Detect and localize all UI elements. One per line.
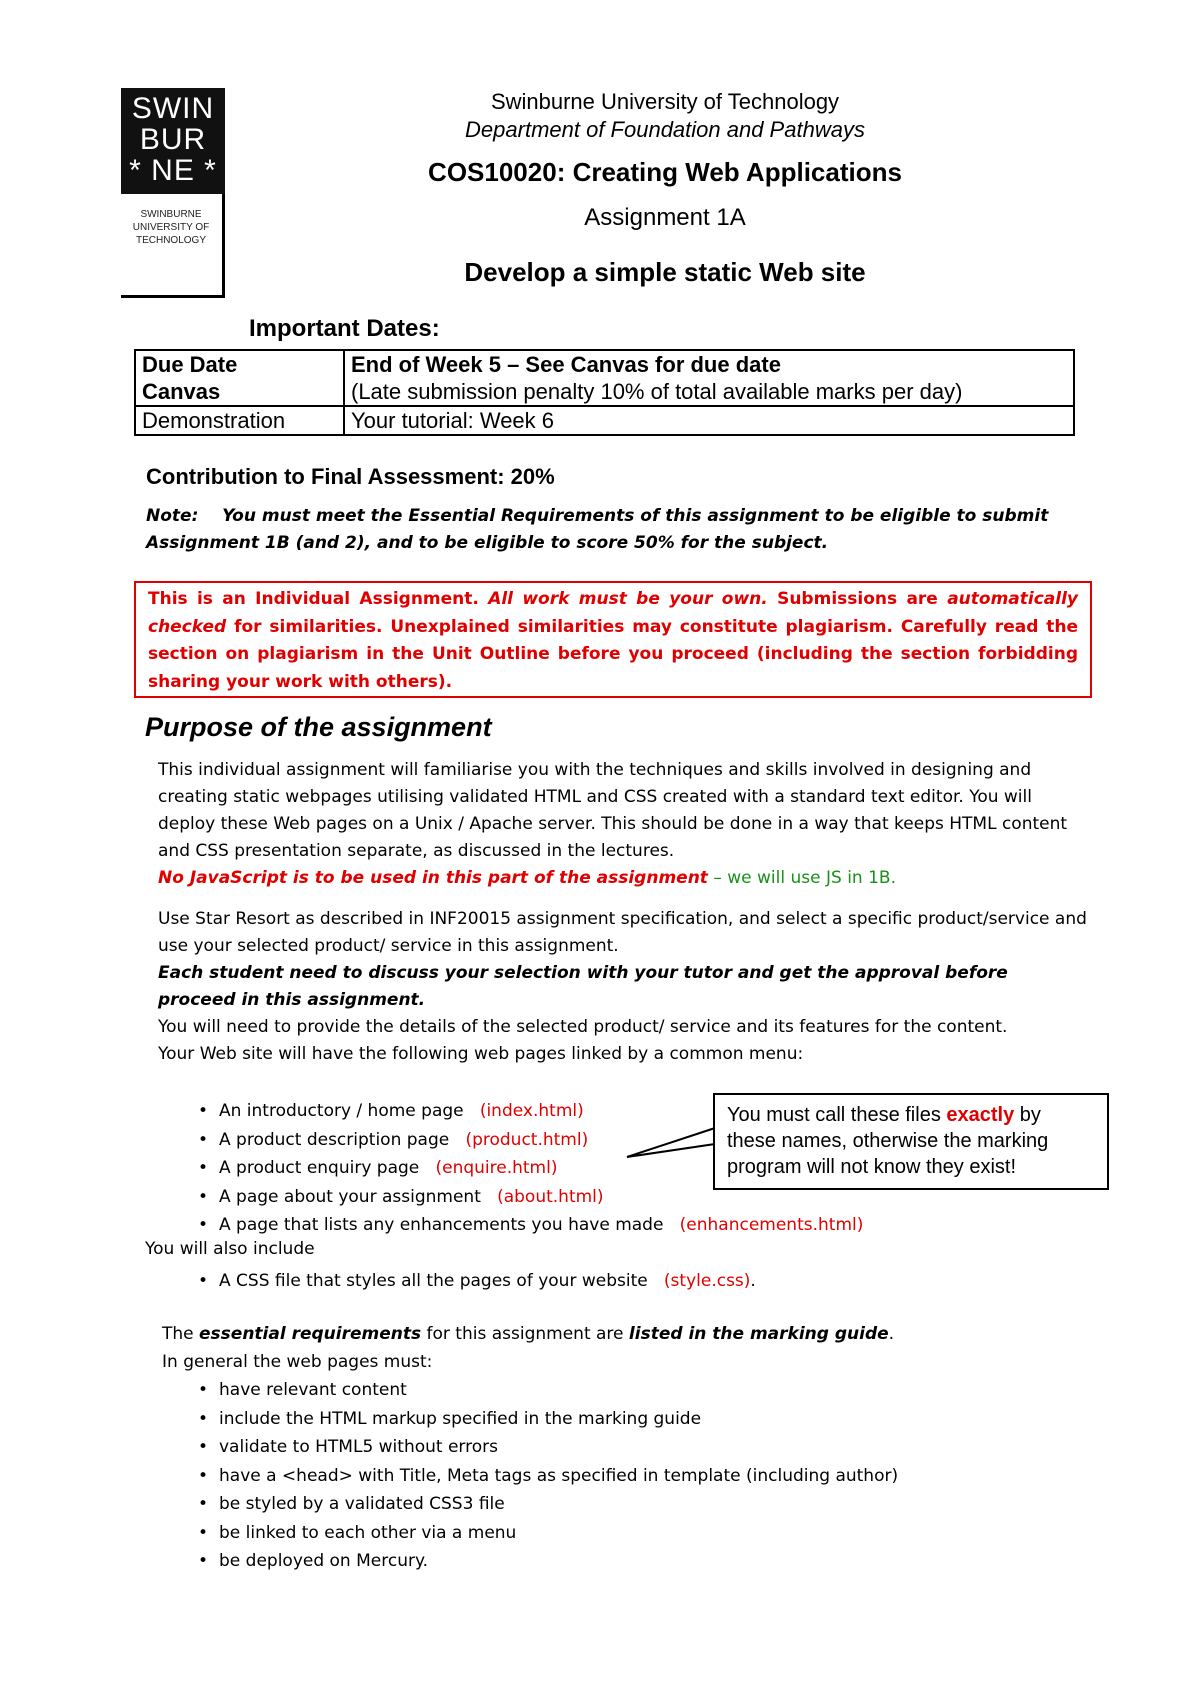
department-name: Department of Foundation and Pathways [465,117,865,142]
file-label: A page that lists any enhancements you have made [219,1215,664,1235]
text-run: by these names, otherwise the marking program will not know they exist! [727,1104,1049,1178]
list-item: • be linked to each other via a menu [186,1519,898,1548]
no-js-warning: No JavaScript is to be used in this part of the assignment [158,868,708,888]
file-name: (enhancements.html) [679,1215,864,1235]
js-note: – we will use JS in 1B. [707,868,896,888]
text-run: You will need to provide the details of the selected product/ service and its features for the content. [158,1017,1008,1037]
dates-table [134,349,1075,436]
file-name: (enquire.html) [435,1158,558,1178]
text-run: Use Star Resort as described in INF20015 assignment specification, and select a specific product/service and use your selected product/ service in this assignment. [158,909,1087,956]
text-run: for this assignment are [421,1324,629,1344]
list-item [186,1267,756,1296]
contribution: Contribution to Final Assessment: 20% [146,464,555,489]
file-label: A page about your assignment [219,1186,481,1207]
text-run: Submissions are [767,589,948,609]
logo-line: SWIN [131,92,215,125]
list-item: • validate to HTML5 without errors [186,1433,898,1462]
assignment-title: Develop a simple static Web site [464,257,866,287]
file-label: A CSS file that styles all the pages of your website [219,1271,648,1291]
file-name: (style.css) [663,1271,751,1291]
list-item: • be styled by a validated CSS3 file [186,1490,898,1519]
table-cell [344,350,1074,406]
text-run: This individual assignment will familiarise you with the techniques and skills involved in designing and creating static webpages utilising validated HTML and CSS created with a standard text editor. You will deploy these Web pages on a Unix / Apache server. This should be done in a way that keeps HTML content and CSS presentation separate, as discussed in the lectures. [158,760,1068,861]
text-run: This is an Individual Assignment. [148,589,489,609]
essential-requirements-line [162,1320,894,1348]
text-run: listed in the marking guide [628,1324,889,1344]
logo-subtext-line: UNIVERSITY OF [132,222,210,233]
text-run: You must call these files [727,1104,947,1126]
list-item: • be deployed on Mercury. [186,1547,898,1576]
university-name: Swinburne University of Technology [490,89,840,114]
assignment-number: Assignment 1A [584,204,746,231]
due-date-value: End of Week 5 – See Canvas for due date [351,352,781,377]
callout-arrow [627,1128,715,1157]
file-name: (index.html) [479,1101,584,1121]
list-item [186,1211,863,1240]
approval-note: Each student need to discuss your selection with your tutor and get the approval before proceed in this assignment. [158,963,1008,1010]
also-include: You will also include [145,1239,315,1259]
purpose-heading: Purpose of the assignment [145,712,492,742]
text-run: automatically checked [148,589,1078,637]
file-label: An introductory / home page [219,1101,464,1121]
late-penalty: (Late submission penalty 10% of total available marks per day) [351,379,963,404]
list-item: • have a <head> with Title, Meta tags as specified in template (including author) [186,1462,898,1491]
logo-line: BUR [139,123,207,156]
file-naming-callout [713,1093,1109,1190]
individual-assignment-box [134,581,1092,698]
purpose-paragraph [158,757,1078,892]
logo-line: * NE * [129,154,217,187]
product-paragraph [158,906,1088,1068]
text-run: Your Web site will have the following web pages linked by a common menu: [158,1044,804,1064]
file-label: A product enquiry page [219,1158,420,1178]
file-name: (product.html) [465,1129,589,1150]
file-label: A product description page [219,1129,450,1150]
course-title: COS10020: Creating Web Applications [428,157,902,187]
table-cell: Your tutorial: Week 6 [344,406,1074,435]
logo-subtext-line: SWINBURNE [140,209,202,220]
text-run: All work must be your own. [488,589,768,609]
text-run: for similarities. Unexplained similarities may constitute plagiarism. Carefully read the section on plagiarism in the Unit Outline before you proceed (including the section forbidding sharing your work with others). [148,616,1078,692]
list-item: • include the HTML markup specified in the marking guide [186,1405,898,1434]
text-run: essential requirements [199,1324,422,1344]
logo-subtext-line: TECHNOLOGY [135,235,206,246]
punctuation: . [750,1271,756,1291]
callout-emphasis: exactly [946,1104,1015,1126]
table-row [135,406,1074,435]
list-item: • have relevant content [186,1376,898,1405]
requirements-list [186,1376,898,1576]
callout-pointer [625,1120,725,1180]
note-text: You must meet the Essential Requirements of this assignment to be eligible to submit Assignment 1B (and 2), and to be eligible to score 50% for the subject. [146,506,1049,553]
important-dates-heading: Important Dates: [249,315,440,342]
text-run: The [162,1324,200,1344]
note [146,503,1066,557]
punctuation: . [888,1324,895,1344]
table-row [135,350,1074,406]
file-name: (about.html) [497,1186,604,1207]
general-intro: In general the web pages must: [162,1352,433,1372]
due-date-label: Due Date Canvas [142,352,238,404]
css-file-list [186,1267,756,1296]
table-cell: Demonstration [135,406,344,435]
table-cell [135,350,344,406]
note-label: Note: [146,506,199,526]
